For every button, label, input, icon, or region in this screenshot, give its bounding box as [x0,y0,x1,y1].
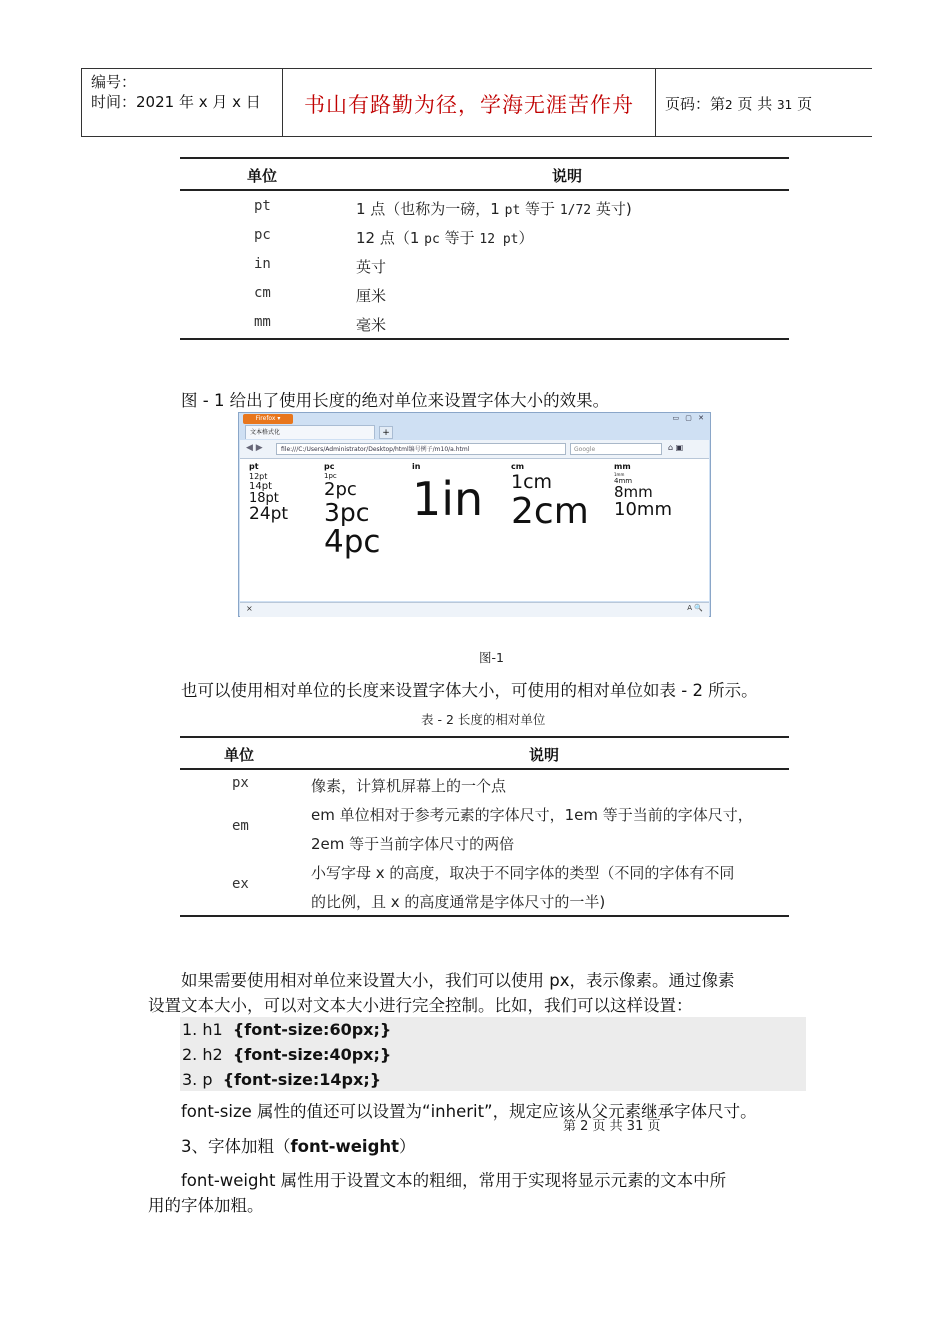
sample-1pc: 1pc [324,472,337,481]
home-icon[interactable]: ⌂ ▣ [668,443,684,452]
paragraph-line: font-weight 属性用于设置文本的粗细，常用于实现将显示元素的文本中所 [181,1171,727,1190]
col-desc-header: 说明 [529,746,560,764]
sample-8mm: 8mm [614,482,653,501]
sample-10mm: 10mm [614,498,672,520]
sample-14pt: 14pt [249,480,272,492]
unit-cell: in [254,256,271,272]
document-header [81,68,872,137]
zoom-icon[interactable]: A 🔍 [687,604,703,612]
code-line: 3. p {font-size:14px;} [182,1070,382,1089]
sample-1mm: 1mm [614,472,625,478]
table-header [180,738,789,770]
status-bar [240,602,709,617]
table-row [180,309,789,338]
unit-cell: pt [254,198,271,214]
desc-line: 2em 等于当前字体尺寸的两倍 [311,835,515,853]
desc-cell: 毫米 [356,316,387,334]
absolute-units-table [180,157,789,340]
table-row [180,251,789,280]
desc-line: 像素，计算机屏幕上的一个点 [311,777,507,795]
header-motto-cell [283,69,656,136]
sample-1in: 1in [412,472,484,527]
back-forward-icon[interactable]: ◀ ▶ [246,443,263,453]
sample-3pc: 3pc [324,497,370,527]
paragraph-line: 如果需要使用相对单位来设置大小，我们可以使用 px，表示像素。通过像素 [181,971,735,990]
search-bar[interactable]: Google [570,443,662,455]
col-unit-header: 单位 [247,167,278,185]
desc-line: em 单位相对于参考元素的字体尺寸，1em 等于当前的字体尺寸， [311,806,753,824]
motto: 书山有路勤为径，学海无涯苦作舟 [304,93,634,117]
unit-cell: ex [232,876,249,892]
date-label: 时间：2021 年 x 月 x 日 [91,93,261,111]
browser-tab[interactable]: 文本格式化 [245,425,375,439]
unit-cell: mm [254,314,271,330]
desc-cell: 英寸 [356,258,387,276]
page-total: 31 [777,98,793,112]
col-cm-header: cm [511,462,525,471]
col-desc-header: 说明 [552,167,583,185]
col-in-header: in [412,462,421,471]
page-indicator [665,93,812,114]
desc-line: 的比例，且 x 的高度通常是字体尺寸的一半) [311,893,606,911]
number-label: 编号： [91,73,137,91]
header-info-cell [82,69,283,136]
code-block [180,1017,806,1091]
page-suffix: 页 [797,95,813,113]
sample-2pc: 2pc [324,478,357,500]
col-pc-header: pc [324,462,335,471]
unit-cell: em [232,818,249,834]
col-mm-header: mm [614,462,631,471]
table-row [180,857,789,915]
col-mm [614,463,672,520]
code-line: 2. h2 {font-size:40px;} [182,1045,392,1064]
table-header [180,159,789,191]
browser-content [240,459,709,601]
code-line: 1. h1 {font-size:60px;} [182,1020,392,1039]
footer-page-number: 第 2 页 共 31 页 [563,1119,661,1134]
header-page-cell [656,69,872,136]
table-row [180,222,789,251]
col-in [412,462,484,527]
relative-intro-text: 也可以使用相对单位的长度来设置字体大小，可使用的相对单位如表 - 2 所示。 [181,681,758,700]
sample-4pc: 4pc [324,523,381,560]
col-cm [511,463,589,531]
desc-cell: 厘米 [356,287,387,305]
firefox-menu-button[interactable]: Firefox ▾ [243,414,293,424]
sample-2cm: 2cm [511,491,589,533]
sample-12pt: 12pt [249,472,268,482]
paragraph-line: 用的字体加粗。 [148,1196,264,1215]
inherit-text: font-size 属性的值还可以设置为“inherit”，规定应该从父元素继承字体尺寸。 [181,1102,757,1121]
sample-1cm: 1cm [511,471,553,494]
address-bar[interactable]: file:///C:/Users/Administrator/Desktop/html编号例子/m10/a.html [276,443,566,455]
browser-screenshot [238,412,711,617]
table-row [180,193,789,222]
page-current: 2 [725,98,733,112]
col-pt [249,463,288,524]
unit-cell: pc [254,227,271,243]
sample-24pt: 24pt [249,503,289,524]
sample-4mm: 4mm [614,476,633,485]
table-row [180,799,789,857]
close-icon[interactable]: × [246,604,253,613]
desc-line: 小写字母 x 的高度，取决于不同字体的类型（不同的字体有不同 [311,864,735,882]
page-mid: 页 共 [737,95,773,113]
table-row [180,770,789,799]
unit-cell: cm [254,285,271,301]
col-unit-header: 单位 [224,746,255,764]
relative-units-table [180,736,789,917]
new-tab-button[interactable]: + [379,426,393,439]
sample-18pt: 18pt [249,491,279,507]
figure-intro-text: 图 - 1 给出了使用长度的绝对单位来设置字体大小的效果。 [181,391,610,410]
desc-cell: 12 点（1 pc 等于 12 pt） [356,229,534,247]
figure-caption: 图-1 [479,650,504,665]
table-row [180,280,789,309]
unit-cell: px [232,774,249,791]
table2-caption: 表 - 2 长度的相对单位 [421,712,546,727]
col-pc [324,463,380,558]
paragraph-line: 设置文本大小，可以对文本大小进行完全控制。比如，我们可以这样设置： [148,996,693,1015]
page-prefix: 页码：第 [665,95,726,113]
window-controls[interactable]: ▭ ▢ ✕ [672,414,706,422]
col-pt-header: pt [249,462,259,471]
desc-cell: 1 点（也称为一磅，1 pt 等于 1/72 英寸) [356,200,632,218]
navigation-bar [240,440,709,459]
section-title: 3、字体加粗（font-weight） [181,1137,416,1156]
